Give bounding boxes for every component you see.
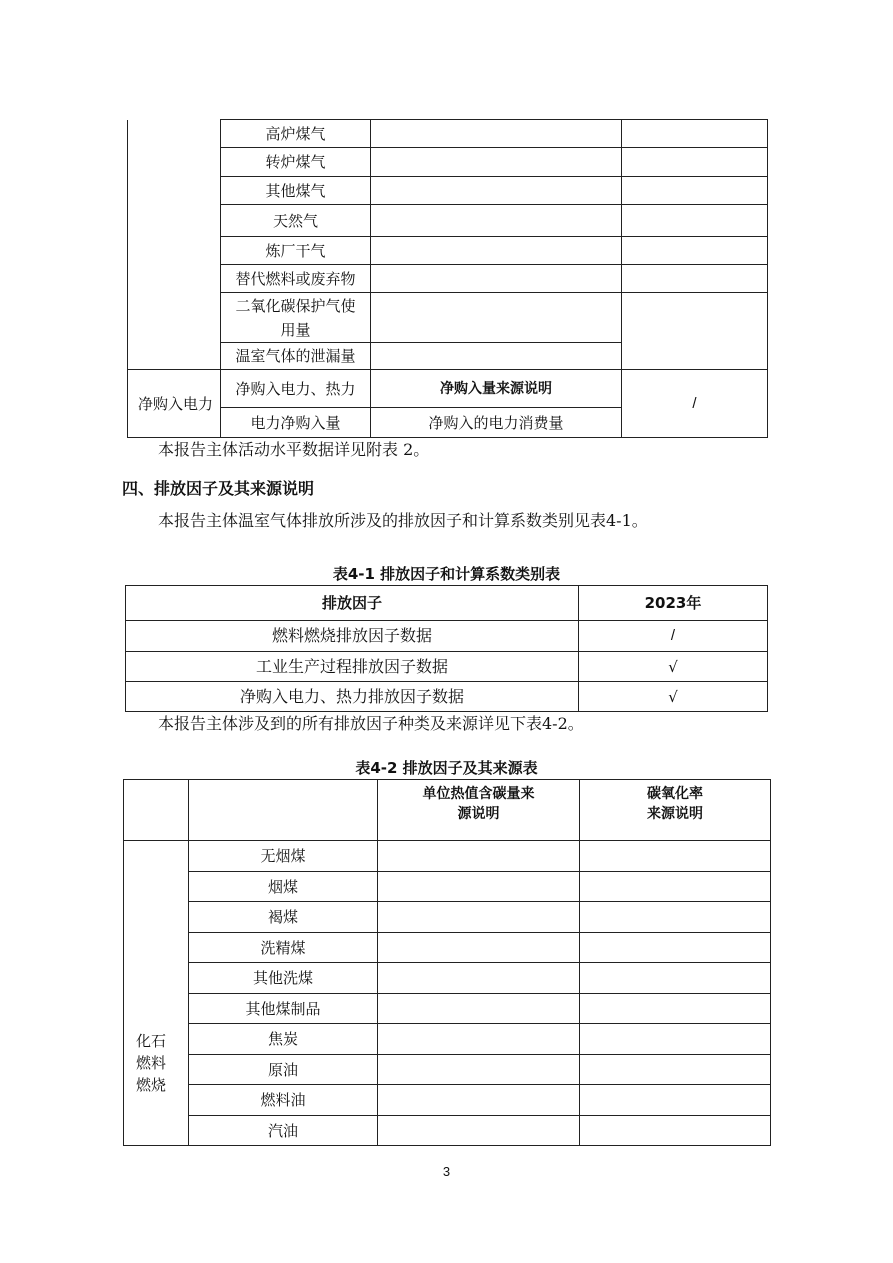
fuel-name: 炼厂干气: [221, 237, 371, 265]
table-4-1: [125, 585, 768, 712]
slash-cell: /: [622, 370, 768, 438]
electricity-row-label: 电力净购入量: [221, 408, 371, 438]
fuel-name: 原油: [189, 1055, 378, 1085]
section4-heading: 四、排放因子及其来源说明: [122, 479, 315, 498]
section4-intro: 本报告主体温室气体排放所涉及的排放因子和计算系数类别见表4-1。: [158, 511, 648, 530]
fuel-name: 无烟煤: [189, 841, 378, 872]
factor-row-name: 净购入电力、热力排放因子数据: [126, 682, 579, 712]
note-activity: 本报告主体活动水平数据详见附表 2。: [158, 440, 430, 459]
page-number: 3: [442, 1164, 451, 1179]
source-cell[interactable]: [622, 237, 768, 265]
net-purchase-header: 净购入电力、热力: [221, 370, 371, 408]
value-cell[interactable]: [371, 293, 622, 343]
factor-row-mark: √: [579, 682, 768, 712]
carbon-cell[interactable]: [378, 933, 580, 963]
fuel-name: 其他煤气: [221, 177, 371, 205]
fuel-name: 洗精煤: [189, 933, 378, 963]
group-cell-empty: [128, 120, 221, 370]
fuel-name: 焦炭: [189, 1024, 378, 1055]
value-cell[interactable]: [371, 205, 622, 237]
carbon-cell[interactable]: [378, 1085, 580, 1116]
col-oxidation-header: 碳氧化率来源说明: [580, 780, 771, 841]
fuel-name: 高炉煤气: [221, 120, 371, 148]
col-year-header: 2023年: [579, 586, 768, 621]
col-factor-header: 排放因子: [126, 586, 579, 621]
oxidation-cell[interactable]: [580, 841, 771, 872]
source-cell[interactable]: [622, 120, 768, 148]
value-cell[interactable]: [371, 265, 622, 293]
source-cell[interactable]: [622, 148, 768, 177]
carbon-cell[interactable]: [378, 841, 580, 872]
value-cell[interactable]: [371, 177, 622, 205]
factor-row-mark: √: [579, 652, 768, 682]
header-empty-2: [189, 780, 378, 841]
source-cell[interactable]: [622, 177, 768, 205]
carbon-cell[interactable]: [378, 902, 580, 933]
carbon-cell[interactable]: [378, 1024, 580, 1055]
col-carbon-header: 单位热值含碳量来源说明: [378, 780, 580, 841]
carbon-cell[interactable]: [378, 994, 580, 1024]
fuel-name: 转炉煤气: [221, 148, 371, 177]
carbon-cell[interactable]: [378, 963, 580, 994]
fuel-name: 其他煤制品: [189, 994, 378, 1024]
oxidation-cell[interactable]: [580, 963, 771, 994]
table42-caption: 表4-2 排放因子及其来源表: [355, 759, 538, 777]
source-cell[interactable]: [622, 265, 768, 293]
value-cell[interactable]: [371, 120, 622, 148]
carbon-cell[interactable]: [378, 1116, 580, 1146]
oxidation-cell[interactable]: [580, 994, 771, 1024]
fuel-name: 烟煤: [189, 872, 378, 902]
fuel-name: 替代燃料或废弃物: [221, 265, 371, 293]
oxidation-cell[interactable]: [580, 1024, 771, 1055]
oxidation-cell[interactable]: [580, 1085, 771, 1116]
fuel-name: 燃料油: [189, 1085, 378, 1116]
fuel-name: 其他洗煤: [189, 963, 378, 994]
value-cell[interactable]: [371, 237, 622, 265]
table41-caption: 表4-1 排放因子和计算系数类别表: [332, 565, 561, 583]
header-empty-1: [124, 780, 189, 841]
activity-data-table-continued: [127, 119, 768, 438]
carbon-cell[interactable]: [378, 1055, 580, 1085]
factor-row-name: 燃料燃烧排放因子数据: [126, 621, 579, 652]
table-4-2: [123, 779, 771, 1146]
source-cell-merged[interactable]: [622, 293, 768, 370]
fuel-name: 温室气体的泄漏量: [221, 343, 371, 370]
oxidation-cell[interactable]: [580, 872, 771, 902]
fuel-name: 天然气: [221, 205, 371, 237]
source-cell[interactable]: [622, 205, 768, 237]
factor-row-mark: /: [579, 621, 768, 652]
fuel-name: 汽油: [189, 1116, 378, 1146]
oxidation-cell[interactable]: [580, 1116, 771, 1146]
fossil-fuel-group-label: 化石燃料燃烧: [124, 841, 189, 1146]
oxidation-cell[interactable]: [580, 1055, 771, 1085]
net-purchase-group-label: 净购入电力: [128, 370, 221, 438]
oxidation-cell[interactable]: [580, 902, 771, 933]
factor-row-name: 工业生产过程排放因子数据: [126, 652, 579, 682]
electricity-source: 净购入的电力消费量: [371, 408, 622, 438]
fuel-name: 二氧化碳保护气使用量: [221, 293, 371, 343]
carbon-cell[interactable]: [378, 872, 580, 902]
fuel-name: 褐煤: [189, 902, 378, 933]
value-cell[interactable]: [371, 148, 622, 177]
value-cell[interactable]: [371, 343, 622, 370]
note-factors: 本报告主体涉及到的所有排放因子种类及来源详见下表4-2。: [158, 714, 584, 733]
net-purchase-source-header: 净购入量来源说明: [371, 370, 622, 408]
oxidation-cell[interactable]: [580, 933, 771, 963]
